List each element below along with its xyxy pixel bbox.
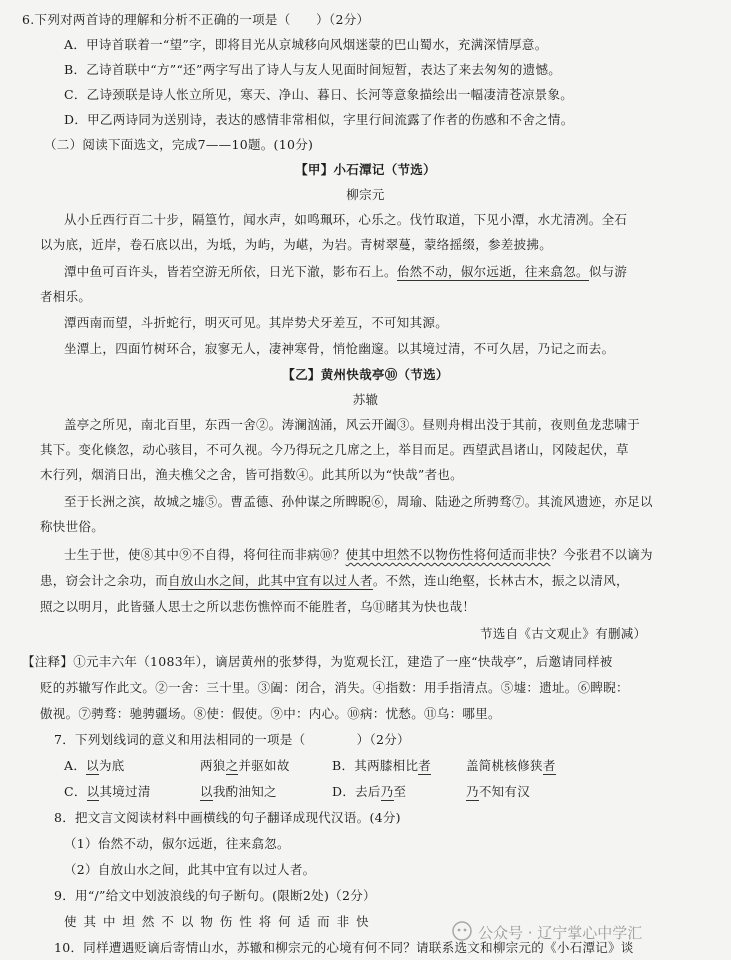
text-a-para2-line2: 者相乐。 xyxy=(40,289,92,304)
q8-sentence-1: （1）佁然不动，俶尔远逝，往来翕忽。 xyxy=(64,836,290,851)
notes-line3: 傲视。⑦骋骛：驰骋疆场。⑧使：假使。⑨中：内心。⑩病：忧愁。⑪乌：哪里。 xyxy=(40,706,501,721)
q7-option-b-part2 xyxy=(466,758,556,774)
q9-sentence: 使 其 中 坦 然 不 以 物 伤 性 将 何 适 而 非 快 xyxy=(64,914,371,929)
q7-a-underlined-1: 以 xyxy=(86,758,99,773)
q7-b-underlined-1: 者 xyxy=(418,758,432,773)
text-b-para3-pre: 士生于世，使⑧其中⑨不自得，将何往而非病⑩？ xyxy=(64,547,346,562)
text-b-para3-line3: 照之以明月，此皆骚人思士之所以悲伤憔悴而不能胜者，乌⑪睹其为快也哉！ xyxy=(40,599,476,614)
q6-option-b: B．乙诗首联中“方”“还”两字写出了诗人与友人见面时间短暂，表达了来去匆匆的遗憾。 xyxy=(64,62,562,77)
text-a-para2-line1 xyxy=(64,264,627,280)
q7-option-a-part1 xyxy=(64,758,125,774)
text-b-underlined-sentence: 自放山水之间，此其中宜有以过人者 xyxy=(168,573,373,588)
q7-c-label: C． xyxy=(64,784,87,799)
q10-stem: 10．同样遭遇贬谪后寄情山水，苏辙和柳宗元的心境有何不同？请联系选文和柳宗元的《小石潭记》谈 xyxy=(54,940,634,955)
q7-a-pre-3: 两狼 xyxy=(200,758,226,773)
q7-d-underlined-1: 乃 xyxy=(380,784,394,799)
text-a-author: 柳宗元 xyxy=(346,187,385,202)
text-b-author: 苏辙 xyxy=(352,392,379,407)
notes-line1: 【注释】①元丰六年（1083年），谪居黄州的张梦得，为览观长江，建造了一座“快哉亭”，后邀请同样被 xyxy=(22,654,613,669)
text-a-underlined-sentence: 佁然不动，俶尔远逝，往来翕忽。 xyxy=(396,264,589,279)
q8-sentence-2: （2）自放山水之间，此其中宜有以过人者。 xyxy=(64,862,316,877)
notes-line2: 贬的苏辙写作此文。②一舍：三十里。③阖：闭合，消失。④指数：用手指清点。⑤墟：遗址。⑥睥睨： xyxy=(40,680,629,695)
q7-option-a-part2 xyxy=(200,758,290,774)
text-a-para2-post: 似与游 xyxy=(588,264,628,279)
q7-a-rest-1: 为底 xyxy=(98,758,125,773)
text-b-title: 【乙】黄州快哉亭⑩（节选） xyxy=(282,367,449,382)
q7-c-rest-1: 其境过清 xyxy=(99,784,151,799)
q6-option-a: A．甲诗首联着一“望”字，即将目光从京城移向风烟迷蒙的巴山蜀水，充满深情厚意。 xyxy=(64,37,548,52)
text-b-para2-line2: 称快世俗。 xyxy=(40,519,105,534)
q6-option-d: D．甲乙两诗同为送别诗，表达的感情非常相似，字里行间流露了作者的伤感和不舍之情。 xyxy=(64,112,574,127)
text-b-para3-post: ？今张君不以谪为 xyxy=(550,547,653,562)
q7-stem: 7．下列划线词的意义和用法相同的一项是（ ）（2分） xyxy=(54,732,410,747)
q7-d-rest-2: 不知有汉 xyxy=(478,784,531,799)
text-b-para3-line2-pre: 患，窃会计之余功，而 xyxy=(40,573,169,588)
text-b-para1-line1: 盖亭之所见，南北百里，东西一舍②。涛澜汹涌，风云开阖③。昼则舟楫出没于其前，夜则鱼龙悲啸于 xyxy=(64,417,641,432)
q7-option-b-part1 xyxy=(332,758,431,774)
q7-b-underlined-2: 者 xyxy=(542,758,556,773)
text-b-para3-line2-post: 。不然，连山绝壑，长林古木，振之以清风， xyxy=(372,573,629,588)
watermark-text: 公众号 · 辽宁掌心中学汇 xyxy=(478,924,643,942)
text-a-para4: 坐潭上，四面竹树环合，寂寥无人，凄神寒骨，悄怆幽邃。以其境过清，不可久居，乃记之而去。 xyxy=(64,341,615,356)
text-a-para1-line1: 从小丘西行百二十步，隔篁竹，闻水声，如鸣珮环，心乐之。伐竹取道，下见小潭，水尤清冽。全石 xyxy=(64,212,628,227)
section-two-heading: （二）阅读下面选文，完成7——10题。(10分) xyxy=(44,137,314,152)
text-b-wavy-sentence: 使其中坦然不以物伤性将何适而非快 xyxy=(345,547,551,562)
q7-d-underlined-2: 乃 xyxy=(466,784,479,799)
q7-option-c-part2 xyxy=(200,784,277,800)
q7-option-d-part1 xyxy=(332,784,406,800)
q7-c-underlined-2: 以 xyxy=(200,784,213,799)
q7-c-rest-2: 我酌油知之 xyxy=(212,784,277,799)
text-b-para1-line2: 其下。变化倏忽，动心骇目，不可久视。今乃得玩之几席之上，举目而足。西望武昌诸山，冈陵起伏，草 xyxy=(40,442,629,457)
text-b-para3-line1 xyxy=(64,547,653,563)
text-b-source: 节选自《古文观止》有删减） xyxy=(480,626,647,641)
text-b-para3-line2 xyxy=(40,573,629,589)
q7-b-text-1: B．其两膝相比 xyxy=(332,758,419,773)
text-b-para1-line3: 木行列，烟消日出，渔夫樵父之舍，皆可指数④。此其所以为“快哉”者也。 xyxy=(40,467,463,482)
q7-a-post-3: 并驱如故 xyxy=(238,758,290,773)
text-a-title: 【甲】小石潭记（节选） xyxy=(295,162,436,177)
q7-c-underlined-1: 以 xyxy=(86,784,100,799)
q7-a-underlined-3: 之 xyxy=(225,758,239,773)
wechat-logo-icon xyxy=(452,921,472,941)
text-b-para2-line1: 至于长洲之滨，故城之墟⑤。曹孟德、孙仲谋之所睥睨⑥，周瑜、陆逊之所骋骛⑦。其流风遗迹，亦足以 xyxy=(64,494,653,509)
q6-stem: 6.下列对两首诗的理解和分析不正确的一项是（ ）（2分） xyxy=(22,12,370,27)
q9-stem: 9．用“/”给文中划波浪线的句子断句。(限断2处)（2分） xyxy=(54,888,376,903)
text-a-para1-line2: 以为底，近岸，卷石底以出，为坻，为屿，为嵁，为岩。青树翠蔓，蒙络摇缀，参差披拂。 xyxy=(40,237,553,252)
q7-b-pre-2: 盖简桃核修狭 xyxy=(466,758,543,773)
q7-option-c-part1 xyxy=(64,784,151,800)
q7-d-text-1: D．去后 xyxy=(332,784,381,799)
text-a-para3: 潭西南而望，斗折蛇行，明灭可见。其岸势犬牙差互，不可知其源。 xyxy=(64,315,449,330)
q7-a-label: A． xyxy=(64,758,87,773)
q7-option-d-part2 xyxy=(466,784,530,800)
q8-stem: 8．把文言文阅读材料中画横线的句子翻译成现代汉语。(4分) xyxy=(54,810,401,825)
text-a-para2-pre: 潭中鱼可百许头，皆若空游无所依，日光下澈，影布石上。 xyxy=(64,264,397,279)
q6-option-c: C．乙诗颈联是诗人怅立所见，寒天、净山、暮日、长河等意象描绘出一幅凄清苍凉景象。 xyxy=(64,87,574,102)
q7-d-rest-1: 至 xyxy=(393,784,407,799)
